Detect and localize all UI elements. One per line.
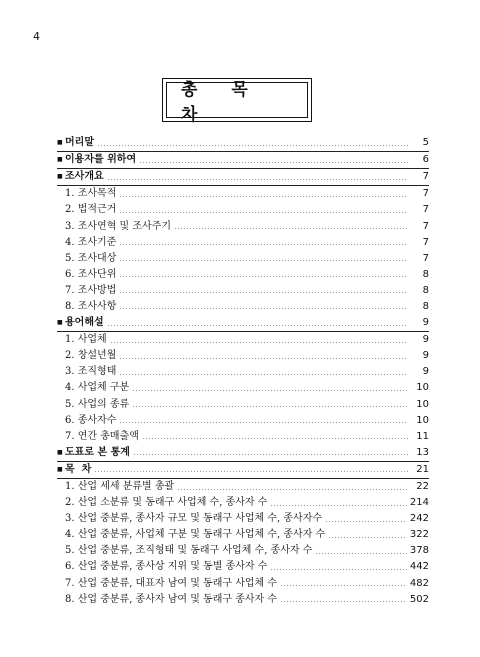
toc-section-row (57, 152, 429, 169)
toc-item-row (57, 348, 429, 364)
toc-item-row (57, 397, 429, 413)
toc-label: 이용자를 위하여 (65, 154, 137, 166)
page-number: 4 (33, 30, 40, 43)
dot-leader (94, 471, 408, 472)
toc-label: 머리말 (65, 137, 94, 149)
toc-label: 4. 산업 중분류, 사업체 구분 및 동래구 사업체 수, 종사자 수 (65, 529, 326, 541)
dot-leader (119, 292, 408, 293)
toc-page-number: 502 (409, 593, 429, 605)
toc-label: 4. 사업체 구분 (65, 382, 130, 394)
square-bullet-icon: ■ (57, 319, 63, 327)
title-box (162, 78, 312, 125)
toc-page-number: 7 (422, 204, 429, 216)
square-bullet-icon: ■ (57, 156, 63, 164)
toc-label: 6. 산업 중분류, 종사상 지위 및 동별 종사자 수 (65, 561, 268, 573)
toc-item-row (57, 495, 429, 511)
dot-leader (270, 569, 407, 570)
dot-leader (119, 308, 408, 309)
toc-item-row (57, 413, 429, 429)
toc-page-number: 9 (422, 334, 429, 346)
toc-item-row (57, 267, 429, 283)
toc-label: 2. 산업 소분류 및 동래구 사업체 수, 종사자 수 (65, 497, 268, 509)
toc-page-number: 22 (416, 481, 429, 493)
toc-label: 2. 법적근거 (65, 204, 117, 216)
toc-label: 3. 조직형태 (65, 366, 117, 378)
toc-section-row (57, 315, 429, 332)
toc-page-number: 482 (409, 577, 429, 589)
dot-leader (132, 390, 408, 391)
toc-item-row (57, 299, 429, 315)
dot-leader (119, 276, 408, 277)
toc-label: 4. 조사기준 (65, 236, 117, 248)
square-bullet-icon: ■ (57, 173, 63, 181)
toc-label: 1. 산업 세세 분류별 총괄 (65, 481, 175, 493)
dot-leader (315, 553, 407, 554)
dot-leader (142, 438, 408, 439)
toc-label: 8. 산업 중분류, 종사자 남여 및 동래구 종사자 수 (65, 593, 278, 605)
square-bullet-icon: ■ (57, 448, 63, 456)
dot-leader (177, 489, 408, 490)
toc-item-row (57, 559, 429, 575)
toc-label: 3. 산업 중분류, 종사자 규모 및 동래구 사업체 수, 종사자수 (65, 513, 323, 525)
toc-label: 목 차 (65, 463, 92, 475)
toc-page-number: 7 (422, 236, 429, 248)
dot-leader (119, 358, 408, 359)
toc-page-number: 10 (416, 398, 429, 410)
square-bullet-icon: ■ (57, 465, 63, 473)
dot-leader (119, 212, 408, 213)
toc-label: 7. 산업 중분류, 대표자 남여 및 동래구 사업체 수 (65, 577, 278, 589)
toc-label: 5. 산업 중분류, 조직형태 및 동래구 사업체 수, 종사자 수 (65, 545, 313, 557)
dot-leader (119, 244, 408, 245)
toc-item-row (57, 429, 429, 445)
toc-page-number: 7 (422, 220, 429, 232)
toc-page-number: 8 (422, 268, 429, 280)
toc-item-row (57, 576, 429, 592)
toc-label: 용어해설 (65, 317, 104, 329)
toc-item-row (57, 235, 429, 251)
toc-section-row (57, 169, 429, 186)
toc-page-number: 7 (422, 171, 429, 183)
toc-item-row (57, 527, 429, 543)
toc-page-number: 7 (422, 188, 429, 200)
toc-page-number: 11 (416, 430, 429, 442)
toc-section-row (57, 135, 429, 152)
dot-leader (132, 406, 408, 407)
toc-label: 1. 사업체 (65, 334, 107, 346)
toc-label: 5. 사업의 종류 (65, 398, 130, 410)
toc-item-row (57, 202, 429, 218)
toc-page-number: 9 (422, 366, 429, 378)
toc-label: 5. 조사대상 (65, 252, 117, 264)
toc-item-row (57, 186, 429, 202)
dot-leader (107, 325, 408, 326)
dot-leader (280, 585, 407, 586)
toc-label: 8. 조사사항 (65, 300, 117, 312)
toc-label: 7. 조사방법 (65, 284, 117, 296)
toc-page-number: 10 (416, 382, 429, 394)
dot-leader (270, 505, 407, 506)
toc-item-row (57, 218, 429, 234)
dot-leader (133, 454, 408, 455)
toc-label: 도표로 본 통계 (65, 446, 130, 458)
toc-page-number: 9 (422, 317, 429, 329)
toc-label: 6. 종사자수 (65, 414, 117, 426)
toc-label: 7. 연간 총매출액 (65, 430, 139, 442)
toc-page-number: 6 (422, 154, 429, 166)
toc-item-row (57, 380, 429, 396)
toc-label: 6. 조사단위 (65, 268, 117, 280)
dot-leader (119, 260, 408, 261)
dot-leader (280, 601, 407, 602)
toc-item-row (57, 479, 429, 495)
dot-leader (325, 521, 407, 522)
dot-leader (119, 196, 408, 197)
dot-leader (119, 374, 408, 375)
toc-item-row (57, 283, 429, 299)
toc-item-row (57, 332, 429, 348)
toc-item-row (57, 592, 429, 608)
dot-leader (107, 179, 408, 180)
table-of-contents (57, 135, 429, 608)
toc-section-row (57, 462, 429, 479)
toc-label: 조사개요 (65, 171, 104, 183)
dot-leader (174, 228, 408, 229)
dot-leader (328, 537, 407, 538)
toc-page-number: 322 (409, 529, 429, 541)
dot-leader (110, 342, 408, 343)
page-title: 총 목 차 (166, 82, 308, 118)
toc-page-number: 214 (409, 497, 429, 509)
dot-leader (97, 145, 408, 146)
toc-label: 1. 조사목적 (65, 188, 117, 200)
toc-page-number: 13 (416, 446, 429, 458)
toc-page-number: 378 (409, 545, 429, 557)
toc-label: 2. 창설년월 (65, 350, 117, 362)
toc-page-number: 21 (416, 463, 429, 475)
toc-page-number: 7 (422, 252, 429, 264)
toc-item-row (57, 251, 429, 267)
toc-page-number: 242 (409, 513, 429, 525)
toc-page-number: 8 (422, 284, 429, 296)
toc-page-number: 10 (416, 414, 429, 426)
square-bullet-icon: ■ (57, 139, 63, 147)
toc-item-row (57, 511, 429, 527)
toc-section-row (57, 445, 429, 462)
toc-item-row (57, 364, 429, 380)
toc-label: 3. 조사연혁 및 조사주기 (65, 220, 172, 232)
toc-page-number: 9 (422, 350, 429, 362)
toc-page-number: 8 (422, 300, 429, 312)
toc-page-number: 442 (409, 561, 429, 573)
dot-leader (139, 162, 408, 163)
toc-page-number: 5 (422, 137, 429, 149)
dot-leader (119, 422, 408, 423)
toc-item-row (57, 543, 429, 559)
